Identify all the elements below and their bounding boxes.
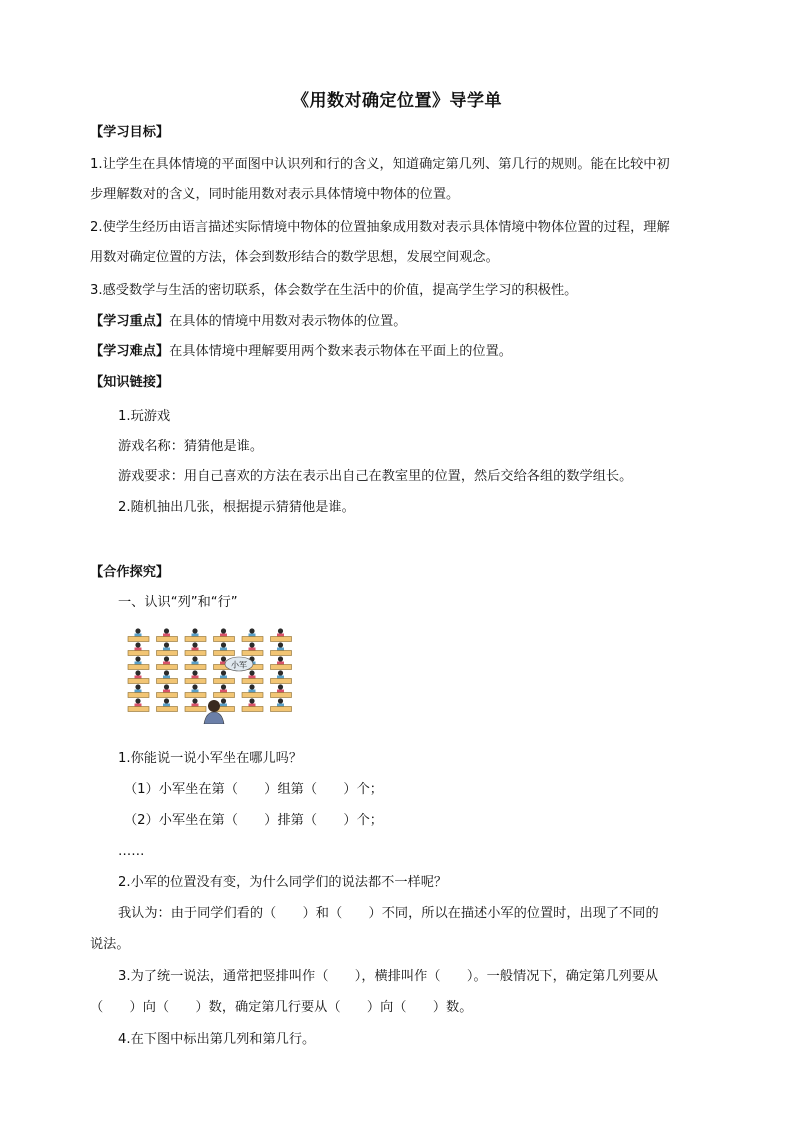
student-desk: [242, 684, 263, 697]
explore-heading: 【合作探究】: [90, 565, 170, 580]
question-2-answer-line-2: 说法。: [90, 937, 130, 952]
student-desk: [157, 684, 178, 697]
question-4: 4.在下图中标出第几列和第几行。: [118, 1032, 316, 1047]
objective-1-line-2: 步理解数对的含义，同时能用数对表示具体情境中物体的位置。: [90, 187, 460, 202]
student-desk: [271, 684, 292, 697]
student-desk: [242, 698, 263, 711]
student-desk: [214, 642, 235, 655]
student-desk: [271, 628, 292, 641]
question-1-part-b: （2）小军坐在第（ ）排第（ ）个；: [124, 813, 383, 828]
objective-2-line-2: 用数对确定位置的方法，体会到数形结合的数学思想，发展空间观念。: [90, 250, 499, 265]
student-desk: [128, 642, 149, 655]
student-desk: [214, 684, 235, 697]
student-desk: [128, 670, 149, 683]
student-desk: [157, 656, 178, 669]
key-point-text: 在具体的情境中用数对表示物体的位置。: [169, 314, 407, 329]
knowledge-heading: 【知识链接】: [90, 375, 170, 390]
student-desk: [157, 642, 178, 655]
bubble-label: 小军: [231, 660, 247, 670]
student-desk: [128, 628, 149, 641]
difficulty-label: 【学习难点】: [90, 344, 170, 359]
classroom-illustration: [122, 624, 298, 724]
student-desk: [242, 670, 263, 683]
name-bubble: [225, 657, 253, 671]
key-point-label: 【学习重点】: [90, 314, 170, 329]
game-title: 1.玩游戏: [118, 409, 171, 424]
student-desk: [185, 656, 206, 669]
draw-cards: 2.随机抽出几张，根据提示猜猜他是谁。: [118, 500, 355, 515]
student-desk: [185, 698, 206, 711]
objective-1-line-1: 1.让学生在具体情境的平面图中认识列和行的含义，知道确定第几列、第几行的规则。能在比较中初: [90, 157, 670, 172]
student-desk: [242, 642, 263, 655]
student-desk: [214, 628, 235, 641]
game-name: 游戏名称：猜猜他是谁。: [118, 439, 264, 454]
question-1-part-a: （1）小军坐在第（ ）组第（ ）个；: [124, 782, 383, 797]
student-desk: [271, 698, 292, 711]
question-1: 1.你能说一说小军坐在哪儿吗？: [118, 751, 303, 766]
student-desk: [185, 684, 206, 697]
section-1-title: 一、认识“列”和“行”: [118, 595, 238, 610]
student-desk: [157, 670, 178, 683]
student-desk: [185, 642, 206, 655]
objectives-heading: 【学习目标】: [90, 125, 170, 140]
student-desk: [242, 628, 263, 641]
difficulty-text: 在具体情境中理解要用两个数来表示物体在平面上的位置。: [169, 344, 512, 359]
question-2-answer-line-1: 我认为：由于同学们看的（ ）和（ ）不同，所以在描述小军的位置时，出现了不同的: [118, 906, 659, 921]
question-3-line-1: 3.为了统一说法，通常把竖排叫作（ ），横排叫作（ ）。一般情况下，确定第几列要从: [118, 969, 659, 984]
student-desk: [185, 628, 206, 641]
student-desk: [214, 670, 235, 683]
student-desk: [128, 684, 149, 697]
difficulty: [0, 343, 794, 361]
question-2: 2.小军的位置没有变，为什么同学们的说法都不一样呢？: [118, 875, 448, 890]
student-desk: [157, 698, 178, 711]
game-rule: 游戏要求：用自己喜欢的方法在表示出自己在教室里的位置，然后交给各组的数学组长。: [118, 469, 633, 484]
page-title: 《用数对确定位置》导学单: [292, 91, 502, 111]
objective-3: 3.感受数学与生活的密切联系，体会数学在生活中的价值，提高学生学习的积极性。: [90, 283, 578, 298]
objective-2-line-1: 2.使学生经历由语言描述实际情境中物体的位置抽象成用数对表示具体情境中物体位置的过程，理解: [90, 220, 670, 235]
student-desk: [157, 628, 178, 641]
student-desk: [271, 656, 292, 669]
student-desk: [128, 656, 149, 669]
student-desk: [185, 670, 206, 683]
student-desk: [271, 670, 292, 683]
ellipsis: ……: [118, 844, 145, 859]
key-point: [0, 313, 794, 331]
question-3-line-2: （ ）向（ ）数，确定第几行要从（ ）向（ ）数。: [90, 1000, 473, 1015]
student-desk: [271, 642, 292, 655]
student-desk: [128, 698, 149, 711]
